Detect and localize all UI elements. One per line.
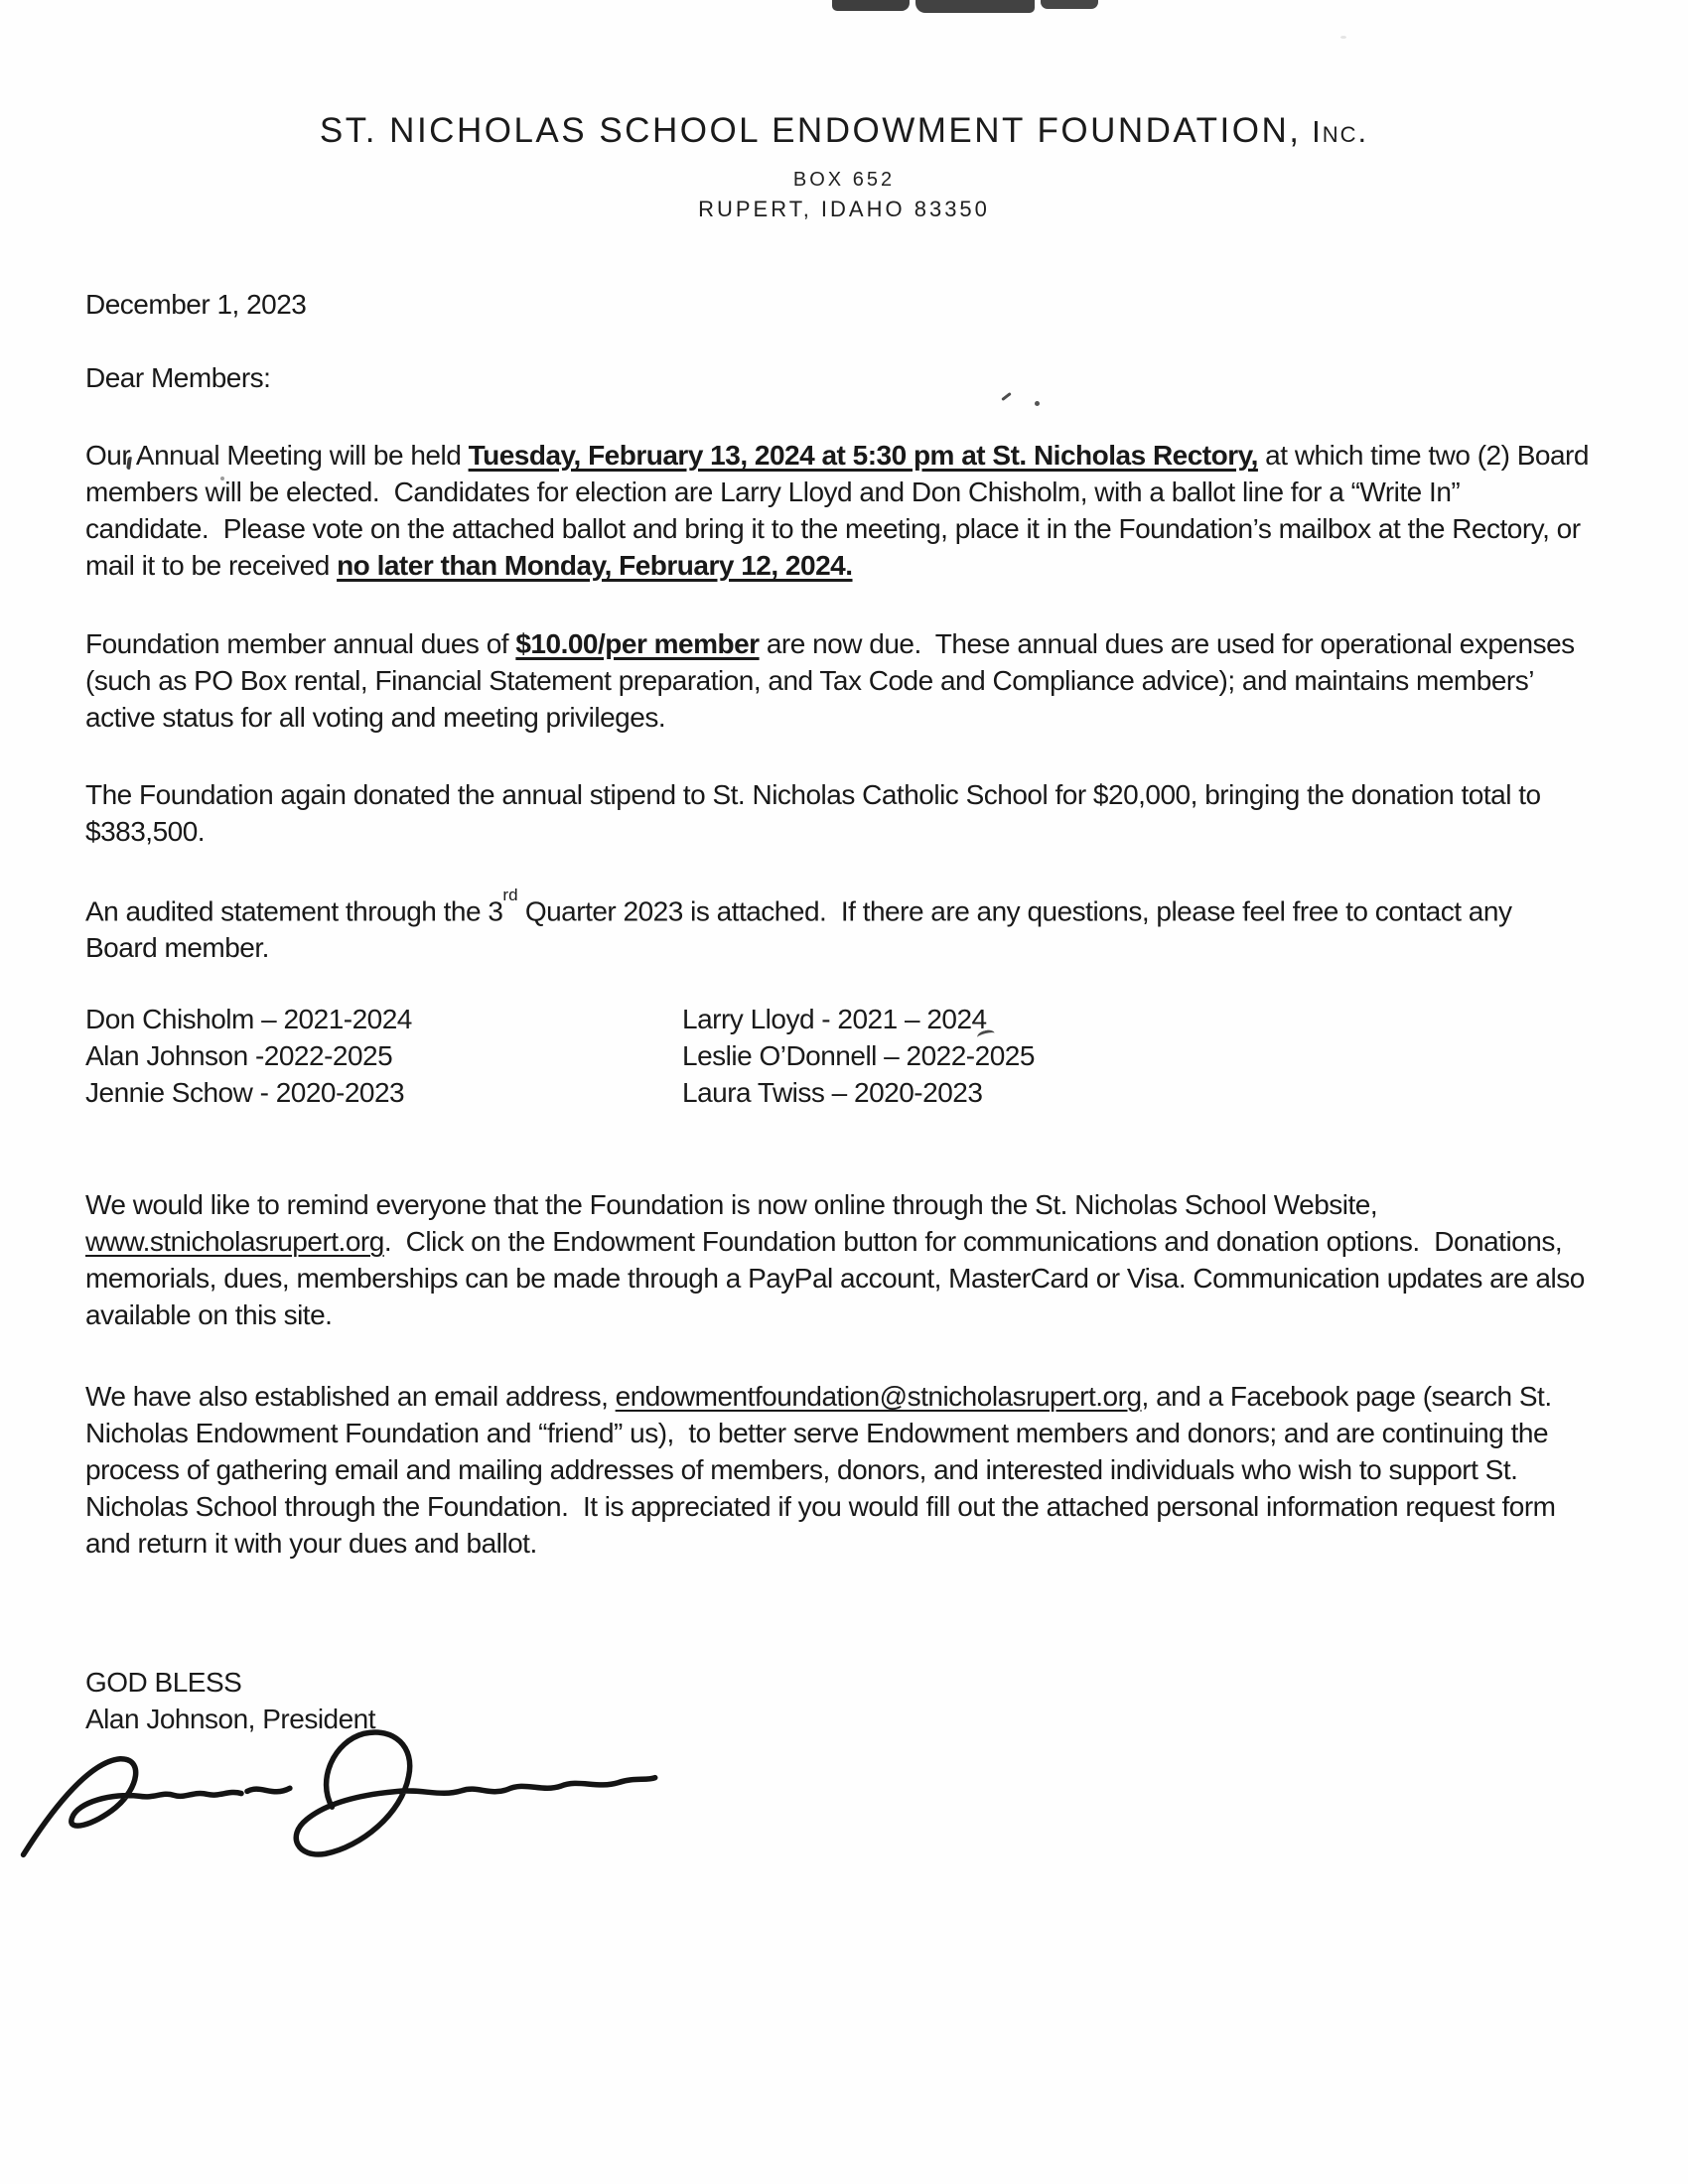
org-name-suffix: Inc. — [1301, 114, 1369, 149]
paragraph-email — [85, 1378, 1590, 1562]
scan-artifact — [1041, 0, 1098, 9]
board-member-term: Larry Lloyd - 2021 – 2024 — [682, 1004, 987, 1034]
board-member-term: Leslie O’Donnell – 2022-2025 — [682, 1040, 1035, 1071]
website-text-post: . Click on the Endowment Foundation button for communications and donation options. Donations, memorials, dues, memberships can be made through a PayPal account, MasterCard or Visa. Communication updates are also available on this site. — [85, 1226, 1593, 1330]
org-name-main: ST. NICHOLAS SCHOOL ENDOWMENT FOUNDATION, — [319, 111, 1302, 150]
ballot-deadline-emphasis: no later than Monday, February 12, 2024. — [337, 550, 853, 581]
signature-image — [14, 1707, 663, 1878]
board-member-term: Laura Twiss – 2020-2023 — [682, 1077, 983, 1108]
paragraph-donation: The Foundation again donated the annual stipend to St. Nicholas Catholic School for $20,000, bringing the donation total to $383,500. — [85, 779, 1548, 847]
org-city-state-zip: RUPERT, IDAHO 83350 — [698, 197, 990, 221]
meeting-datetime-emphasis: Tuesday, February 13, 2024 at 5:30 pm at St. Nicholas Rectory, — [468, 440, 1258, 471]
board-member-term: Don Chisholm – 2021-2024 — [85, 1004, 412, 1034]
letter-date: December 1, 2023 — [85, 289, 307, 320]
ordinal-superscript: rd — [502, 886, 518, 904]
audit-text-post: Quarter 2023 is attached. If there are any questions, please feel free to contact any Board member. — [85, 895, 1519, 964]
scan-artifact — [915, 0, 1035, 13]
scan-artifact — [1340, 36, 1346, 39]
org-po-box: BOX 652 — [792, 169, 896, 191]
website-text-pre: We would like to remind everyone that the Foundation is now online through the St. Nicholas School Website, — [85, 1189, 1385, 1220]
paragraph-audit — [85, 887, 1590, 966]
email-address: endowmentfoundation@stnicholasrupert.org — [615, 1381, 1142, 1412]
board-member-term: Jennie Schow - 2020-2023 — [85, 1077, 405, 1108]
dues-amount-emphasis: $10.00/per member — [515, 628, 760, 659]
scan-artifact — [832, 0, 910, 11]
org-name — [0, 111, 1688, 151]
board-member-term: Alan Johnson -2022-2025 — [85, 1040, 393, 1071]
audit-text-pre: An audited statement through the 3 — [85, 895, 503, 927]
closing-signer-name: Alan Johnson, President — [85, 1704, 376, 1734]
email-text-post: , and a Facebook page (search St. Nicholas Endowment Foundation and “friend” us), to better serve Endowment members and donors; and are continuing the process of gathering email and mailing addresses of members, donors, and interested individuals who wish to support St. Nicholas School through the Foundation. It is appreciated if you would fill out the attached personal information request form and return it with your dues and ballot. — [85, 1381, 1563, 1559]
board-term-list — [85, 1001, 1377, 1111]
board-column-right — [682, 1001, 1377, 1111]
signature-handwritten — [14, 1707, 663, 1878]
meeting-text-mid: at which time two (2) Board members will be elected. Candidates for election are Larry Lloyd and Don Chisholm, with a ballot line for a “Write In” candidate. Please vote on the attached ballot and bring it to the meeting, place it in the Foundation’s mailbox at the Rectory, or mail it to be received — [85, 440, 1597, 581]
meeting-text-pre: Our Annual Meeting will be held — [85, 440, 469, 471]
board-column-left — [85, 1001, 682, 1111]
email-text-pre: We have also established an email address, — [85, 1381, 616, 1412]
closing-god-bless: GOD BLESS — [85, 1667, 242, 1698]
paragraph-dues — [85, 625, 1590, 736]
scan-artifact — [1035, 401, 1040, 406]
website-url: www.stnicholasrupert.org — [85, 1226, 384, 1257]
dues-text-post: are now due. These annual dues are used for operational expenses (such as PO Box rental, Financial Statement preparation, and Tax Code and Compliance advice); and maintains members’ active status for all voting and meeting privileges. — [85, 628, 1582, 733]
salutation: Dear Members: — [85, 362, 271, 393]
paragraph-website — [85, 1186, 1593, 1333]
dues-text-pre: Foundation member annual dues of — [85, 628, 516, 659]
paragraph-meeting — [85, 437, 1597, 584]
